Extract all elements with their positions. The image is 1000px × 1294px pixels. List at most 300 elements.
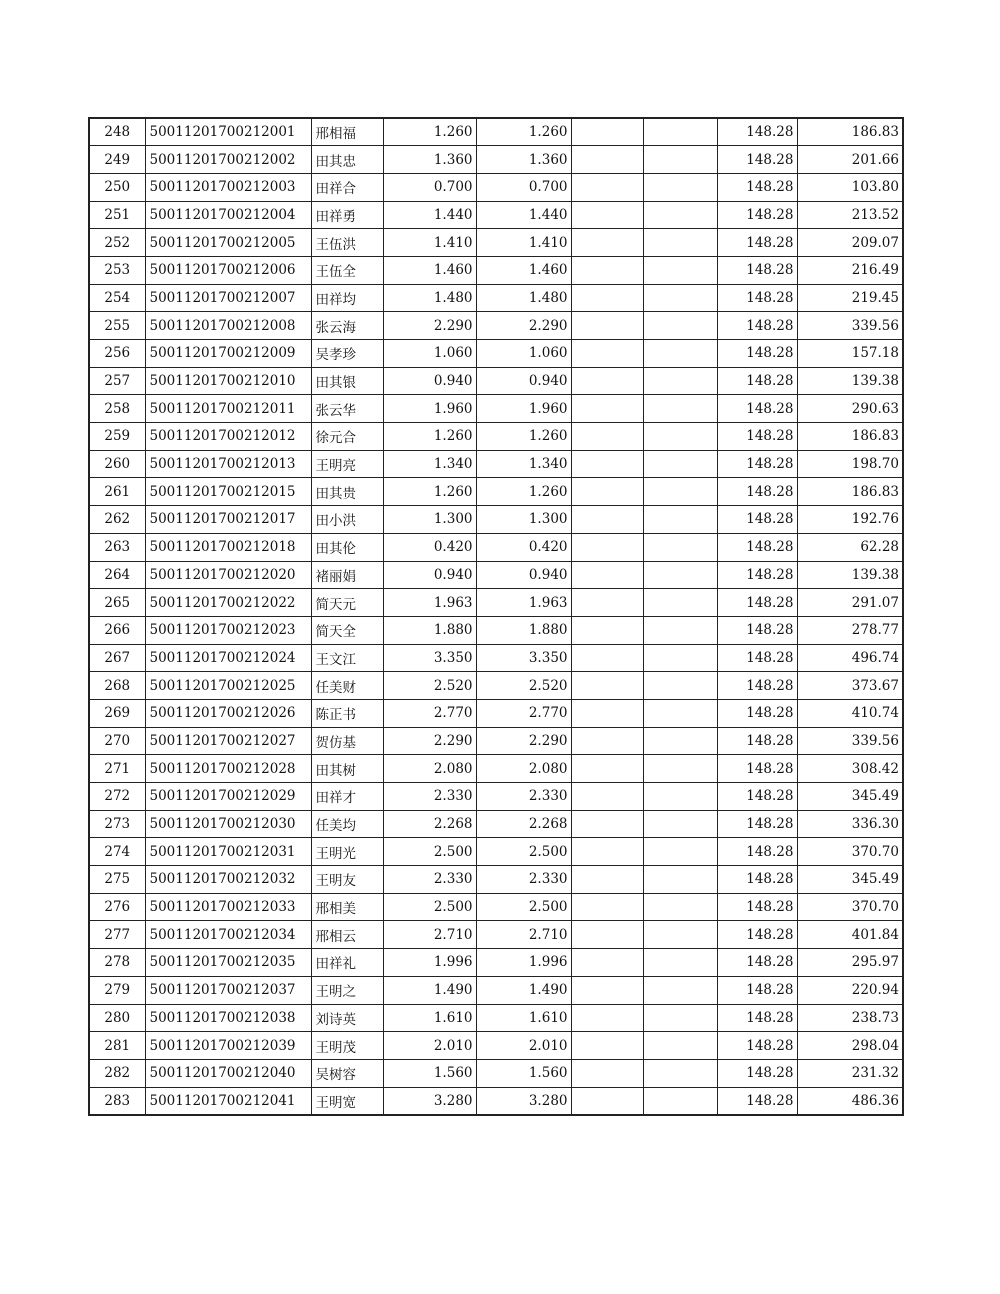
row-index-cell: 260 <box>89 450 145 478</box>
unit-price-cell: 148.28 <box>717 312 797 340</box>
area-value-cell: 2.330 <box>383 783 476 811</box>
amount-cell: 192.76 <box>797 506 903 534</box>
unit-price-cell: 148.28 <box>717 644 797 672</box>
area-value-cell: 1.996 <box>383 949 476 977</box>
household-code-cell: 50011201700212025 <box>145 672 311 700</box>
table-body <box>89 118 903 1115</box>
blank-cell <box>643 672 717 700</box>
household-code-cell: 50011201700212018 <box>145 533 311 561</box>
area-value-cell: 2.330 <box>383 866 476 894</box>
blank-cell <box>571 561 643 589</box>
blank-cell <box>571 118 643 146</box>
area-value-cell: 2.010 <box>383 1032 476 1060</box>
amount-cell: 486.36 <box>797 1087 903 1115</box>
unit-price-cell: 148.28 <box>717 229 797 257</box>
row-index-cell: 252 <box>89 229 145 257</box>
unit-price-cell: 148.28 <box>717 949 797 977</box>
blank-cell <box>643 783 717 811</box>
amount-cell: 186.83 <box>797 423 903 451</box>
household-code-cell: 50011201700212033 <box>145 893 311 921</box>
unit-price-cell: 148.28 <box>717 672 797 700</box>
unit-price-cell: 148.28 <box>717 727 797 755</box>
amount-cell: 410.74 <box>797 699 903 727</box>
table-row <box>89 395 903 423</box>
person-name-cell: 王明之 <box>311 976 383 1004</box>
amount-cell: 213.52 <box>797 201 903 229</box>
amount-cell: 496.74 <box>797 644 903 672</box>
blank-cell <box>643 533 717 561</box>
confirmed-area-cell: 2.500 <box>476 838 571 866</box>
table-row <box>89 644 903 672</box>
blank-cell <box>571 949 643 977</box>
confirmed-area-cell: 1.410 <box>476 229 571 257</box>
row-index-cell: 269 <box>89 699 145 727</box>
area-value-cell: 3.280 <box>383 1087 476 1115</box>
area-value-cell: 1.360 <box>383 146 476 174</box>
confirmed-area-cell: 3.280 <box>476 1087 571 1115</box>
blank-cell <box>643 340 717 368</box>
table-row <box>89 118 903 146</box>
blank-cell <box>643 976 717 1004</box>
blank-cell <box>571 810 643 838</box>
person-name-cell: 张云海 <box>311 312 383 340</box>
blank-cell <box>571 201 643 229</box>
table-row <box>89 616 903 644</box>
blank-cell <box>643 838 717 866</box>
unit-price-cell: 148.28 <box>717 367 797 395</box>
blank-cell <box>643 506 717 534</box>
household-code-cell: 50011201700212022 <box>145 589 311 617</box>
person-name-cell: 王伍洪 <box>311 229 383 257</box>
unit-price-cell: 148.28 <box>717 395 797 423</box>
blank-cell <box>643 423 717 451</box>
person-name-cell: 田祥才 <box>311 783 383 811</box>
person-name-cell: 田祥均 <box>311 284 383 312</box>
person-name-cell: 田其银 <box>311 367 383 395</box>
amount-cell: 278.77 <box>797 616 903 644</box>
row-index-cell: 266 <box>89 616 145 644</box>
row-index-cell: 271 <box>89 755 145 783</box>
table-row <box>89 561 903 589</box>
unit-price-cell: 148.28 <box>717 284 797 312</box>
amount-cell: 139.38 <box>797 561 903 589</box>
confirmed-area-cell: 2.330 <box>476 866 571 894</box>
blank-cell <box>571 533 643 561</box>
amount-cell: 209.07 <box>797 229 903 257</box>
row-index-cell: 283 <box>89 1087 145 1115</box>
area-value-cell: 1.440 <box>383 201 476 229</box>
confirmed-area-cell: 1.880 <box>476 616 571 644</box>
household-code-cell: 50011201700212012 <box>145 423 311 451</box>
blank-cell <box>643 256 717 284</box>
amount-cell: 295.97 <box>797 949 903 977</box>
row-index-cell: 272 <box>89 783 145 811</box>
confirmed-area-cell: 2.290 <box>476 727 571 755</box>
area-value-cell: 0.940 <box>383 561 476 589</box>
amount-cell: 339.56 <box>797 727 903 755</box>
amount-cell: 370.70 <box>797 893 903 921</box>
row-index-cell: 262 <box>89 506 145 534</box>
household-code-cell: 50011201700212039 <box>145 1032 311 1060</box>
household-code-cell: 50011201700212038 <box>145 1004 311 1032</box>
table-row <box>89 478 903 506</box>
person-name-cell: 王明茂 <box>311 1032 383 1060</box>
confirmed-area-cell: 1.480 <box>476 284 571 312</box>
amount-cell: 220.94 <box>797 976 903 1004</box>
unit-price-cell: 148.28 <box>717 783 797 811</box>
person-name-cell: 刘诗英 <box>311 1004 383 1032</box>
blank-cell <box>571 146 643 174</box>
row-index-cell: 258 <box>89 395 145 423</box>
person-name-cell: 田小洪 <box>311 506 383 534</box>
table-row <box>89 949 903 977</box>
household-code-cell: 50011201700212023 <box>145 616 311 644</box>
confirmed-area-cell: 0.420 <box>476 533 571 561</box>
household-code-cell: 50011201700212032 <box>145 866 311 894</box>
table-row <box>89 506 903 534</box>
blank-cell <box>643 312 717 340</box>
row-index-cell: 257 <box>89 367 145 395</box>
table-row <box>89 699 903 727</box>
blank-cell <box>571 284 643 312</box>
person-name-cell: 田祥合 <box>311 173 383 201</box>
area-value-cell: 1.490 <box>383 976 476 1004</box>
row-index-cell: 268 <box>89 672 145 700</box>
table-row <box>89 672 903 700</box>
person-name-cell: 简天全 <box>311 616 383 644</box>
area-value-cell: 2.710 <box>383 921 476 949</box>
area-value-cell: 1.260 <box>383 478 476 506</box>
blank-cell <box>571 672 643 700</box>
row-index-cell: 264 <box>89 561 145 589</box>
amount-cell: 238.73 <box>797 1004 903 1032</box>
blank-cell <box>643 450 717 478</box>
person-name-cell: 邢相云 <box>311 921 383 949</box>
table-row <box>89 423 903 451</box>
confirmed-area-cell: 2.010 <box>476 1032 571 1060</box>
row-index-cell: 274 <box>89 838 145 866</box>
household-code-cell: 50011201700212001 <box>145 118 311 146</box>
table-row <box>89 755 903 783</box>
row-index-cell: 280 <box>89 1004 145 1032</box>
person-name-cell: 褚丽娟 <box>311 561 383 589</box>
person-name-cell: 田其伦 <box>311 533 383 561</box>
blank-cell <box>643 118 717 146</box>
household-code-cell: 50011201700212034 <box>145 921 311 949</box>
blank-cell <box>643 1087 717 1115</box>
blank-cell <box>643 284 717 312</box>
table-row <box>89 1032 903 1060</box>
household-code-cell: 50011201700212004 <box>145 201 311 229</box>
person-name-cell: 田其贵 <box>311 478 383 506</box>
unit-price-cell: 148.28 <box>717 838 797 866</box>
person-name-cell: 贺仿基 <box>311 727 383 755</box>
row-index-cell: 270 <box>89 727 145 755</box>
blank-cell <box>571 506 643 534</box>
unit-price-cell: 148.28 <box>717 755 797 783</box>
person-name-cell: 田祥勇 <box>311 201 383 229</box>
blank-cell <box>571 478 643 506</box>
unit-price-cell: 148.28 <box>717 478 797 506</box>
confirmed-area-cell: 1.490 <box>476 976 571 1004</box>
table-row <box>89 1059 903 1087</box>
confirmed-area-cell: 1.610 <box>476 1004 571 1032</box>
amount-cell: 345.49 <box>797 783 903 811</box>
household-code-cell: 50011201700212009 <box>145 340 311 368</box>
amount-cell: 339.56 <box>797 312 903 340</box>
confirmed-area-cell: 1.340 <box>476 450 571 478</box>
blank-cell <box>643 146 717 174</box>
area-value-cell: 1.300 <box>383 506 476 534</box>
area-value-cell: 1.260 <box>383 118 476 146</box>
amount-cell: 290.63 <box>797 395 903 423</box>
area-value-cell: 1.960 <box>383 395 476 423</box>
area-value-cell: 2.500 <box>383 893 476 921</box>
household-code-cell: 50011201700212035 <box>145 949 311 977</box>
blank-cell <box>571 976 643 1004</box>
household-code-cell: 50011201700212030 <box>145 810 311 838</box>
unit-price-cell: 148.28 <box>717 1059 797 1087</box>
unit-price-cell: 148.28 <box>717 423 797 451</box>
person-name-cell: 张云华 <box>311 395 383 423</box>
household-code-cell: 50011201700212010 <box>145 367 311 395</box>
amount-cell: 139.38 <box>797 367 903 395</box>
unit-price-cell: 148.28 <box>717 450 797 478</box>
household-code-cell: 50011201700212011 <box>145 395 311 423</box>
area-value-cell: 3.350 <box>383 644 476 672</box>
person-name-cell: 吴树容 <box>311 1059 383 1087</box>
person-name-cell: 王明友 <box>311 866 383 894</box>
confirmed-area-cell: 2.330 <box>476 783 571 811</box>
confirmed-area-cell: 1.996 <box>476 949 571 977</box>
blank-cell <box>571 423 643 451</box>
household-code-cell: 50011201700212028 <box>145 755 311 783</box>
unit-price-cell: 148.28 <box>717 340 797 368</box>
blank-cell <box>643 1004 717 1032</box>
person-name-cell: 王明亮 <box>311 450 383 478</box>
confirmed-area-cell: 2.290 <box>476 312 571 340</box>
table-row <box>89 256 903 284</box>
row-index-cell: 273 <box>89 810 145 838</box>
confirmed-area-cell: 1.300 <box>476 506 571 534</box>
row-index-cell: 255 <box>89 312 145 340</box>
unit-price-cell: 148.28 <box>717 589 797 617</box>
blank-cell <box>643 229 717 257</box>
amount-cell: 186.83 <box>797 478 903 506</box>
row-index-cell: 278 <box>89 949 145 977</box>
household-code-cell: 50011201700212031 <box>145 838 311 866</box>
row-index-cell: 261 <box>89 478 145 506</box>
person-name-cell: 陈正书 <box>311 699 383 727</box>
area-value-cell: 1.340 <box>383 450 476 478</box>
blank-cell <box>571 727 643 755</box>
blank-cell <box>571 395 643 423</box>
table-row <box>89 783 903 811</box>
person-name-cell: 邢相美 <box>311 893 383 921</box>
table-row <box>89 838 903 866</box>
unit-price-cell: 148.28 <box>717 893 797 921</box>
row-index-cell: 277 <box>89 921 145 949</box>
unit-price-cell: 148.28 <box>717 1032 797 1060</box>
person-name-cell: 王伍全 <box>311 256 383 284</box>
person-name-cell: 邢相福 <box>311 118 383 146</box>
blank-cell <box>643 201 717 229</box>
table-row <box>89 1004 903 1032</box>
table-row <box>89 312 903 340</box>
unit-price-cell: 148.28 <box>717 118 797 146</box>
household-code-cell: 50011201700212005 <box>145 229 311 257</box>
blank-cell <box>571 921 643 949</box>
unit-price-cell: 148.28 <box>717 561 797 589</box>
unit-price-cell: 148.28 <box>717 256 797 284</box>
household-code-cell: 50011201700212026 <box>145 699 311 727</box>
amount-cell: 186.83 <box>797 118 903 146</box>
blank-cell <box>571 1004 643 1032</box>
blank-cell <box>643 866 717 894</box>
person-name-cell: 田其树 <box>311 755 383 783</box>
row-index-cell: 248 <box>89 118 145 146</box>
row-index-cell: 282 <box>89 1059 145 1087</box>
area-value-cell: 0.700 <box>383 173 476 201</box>
person-name-cell: 王明光 <box>311 838 383 866</box>
household-code-cell: 50011201700212003 <box>145 173 311 201</box>
confirmed-area-cell: 2.500 <box>476 893 571 921</box>
row-index-cell: 259 <box>89 423 145 451</box>
blank-cell <box>571 783 643 811</box>
table-row <box>89 810 903 838</box>
amount-cell: 157.18 <box>797 340 903 368</box>
row-index-cell: 276 <box>89 893 145 921</box>
blank-cell <box>643 644 717 672</box>
area-value-cell: 1.560 <box>383 1059 476 1087</box>
blank-cell <box>571 893 643 921</box>
blank-cell <box>643 561 717 589</box>
unit-price-cell: 148.28 <box>717 1087 797 1115</box>
area-value-cell: 0.420 <box>383 533 476 561</box>
table-row <box>89 589 903 617</box>
unit-price-cell: 148.28 <box>717 616 797 644</box>
area-value-cell: 1.610 <box>383 1004 476 1032</box>
confirmed-area-cell: 2.520 <box>476 672 571 700</box>
blank-cell <box>571 367 643 395</box>
household-code-cell: 50011201700212008 <box>145 312 311 340</box>
blank-cell <box>643 949 717 977</box>
table-row <box>89 866 903 894</box>
confirmed-area-cell: 3.350 <box>476 644 571 672</box>
table-row <box>89 201 903 229</box>
table-row <box>89 284 903 312</box>
confirmed-area-cell: 1.260 <box>476 118 571 146</box>
person-name-cell: 田祥礼 <box>311 949 383 977</box>
person-name-cell: 王明宽 <box>311 1087 383 1115</box>
row-index-cell: 250 <box>89 173 145 201</box>
blank-cell <box>643 893 717 921</box>
blank-cell <box>643 589 717 617</box>
confirmed-area-cell: 0.940 <box>476 561 571 589</box>
blank-cell <box>571 1087 643 1115</box>
blank-cell <box>571 229 643 257</box>
area-value-cell: 1.410 <box>383 229 476 257</box>
row-index-cell: 265 <box>89 589 145 617</box>
row-index-cell: 254 <box>89 284 145 312</box>
area-value-cell: 1.480 <box>383 284 476 312</box>
area-value-cell: 1.460 <box>383 256 476 284</box>
blank-cell <box>571 616 643 644</box>
blank-cell <box>571 312 643 340</box>
person-name-cell: 任美财 <box>311 672 383 700</box>
confirmed-area-cell: 2.268 <box>476 810 571 838</box>
confirmed-area-cell: 1.260 <box>476 423 571 451</box>
blank-cell <box>643 755 717 783</box>
confirmed-area-cell: 1.963 <box>476 589 571 617</box>
confirmed-area-cell: 2.080 <box>476 755 571 783</box>
unit-price-cell: 148.28 <box>717 173 797 201</box>
area-value-cell: 2.520 <box>383 672 476 700</box>
amount-cell: 231.32 <box>797 1059 903 1087</box>
confirmed-area-cell: 0.700 <box>476 173 571 201</box>
blank-cell <box>643 727 717 755</box>
data-table-container <box>88 117 904 1116</box>
household-code-cell: 50011201700212040 <box>145 1059 311 1087</box>
area-value-cell: 1.060 <box>383 340 476 368</box>
blank-cell <box>643 1059 717 1087</box>
blank-cell <box>643 616 717 644</box>
unit-price-cell: 148.28 <box>717 146 797 174</box>
household-code-cell: 50011201700212024 <box>145 644 311 672</box>
blank-cell <box>571 589 643 617</box>
blank-cell <box>571 755 643 783</box>
unit-price-cell: 148.28 <box>717 976 797 1004</box>
amount-cell: 308.42 <box>797 755 903 783</box>
blank-cell <box>643 478 717 506</box>
table-row <box>89 893 903 921</box>
table-row <box>89 921 903 949</box>
area-value-cell: 2.268 <box>383 810 476 838</box>
unit-price-cell: 148.28 <box>717 921 797 949</box>
area-value-cell: 2.080 <box>383 755 476 783</box>
blank-cell <box>643 173 717 201</box>
person-name-cell: 王文江 <box>311 644 383 672</box>
household-code-cell: 50011201700212029 <box>145 783 311 811</box>
blank-cell <box>643 1032 717 1060</box>
blank-cell <box>643 699 717 727</box>
blank-cell <box>571 450 643 478</box>
confirmed-area-cell: 1.360 <box>476 146 571 174</box>
blank-cell <box>571 699 643 727</box>
household-code-cell: 50011201700212015 <box>145 478 311 506</box>
blank-cell <box>643 921 717 949</box>
amount-cell: 370.70 <box>797 838 903 866</box>
person-name-cell: 吴孝珍 <box>311 340 383 368</box>
confirmed-area-cell: 2.710 <box>476 921 571 949</box>
blank-cell <box>571 866 643 894</box>
household-code-cell: 50011201700212013 <box>145 450 311 478</box>
table-row <box>89 367 903 395</box>
amount-cell: 201.66 <box>797 146 903 174</box>
amount-cell: 345.49 <box>797 866 903 894</box>
row-index-cell: 279 <box>89 976 145 1004</box>
household-code-cell: 50011201700212037 <box>145 976 311 1004</box>
blank-cell <box>571 1032 643 1060</box>
household-code-cell: 50011201700212007 <box>145 284 311 312</box>
area-value-cell: 2.500 <box>383 838 476 866</box>
row-index-cell: 251 <box>89 201 145 229</box>
row-index-cell: 256 <box>89 340 145 368</box>
unit-price-cell: 148.28 <box>717 201 797 229</box>
table-row <box>89 727 903 755</box>
area-value-cell: 1.963 <box>383 589 476 617</box>
amount-cell: 62.28 <box>797 533 903 561</box>
